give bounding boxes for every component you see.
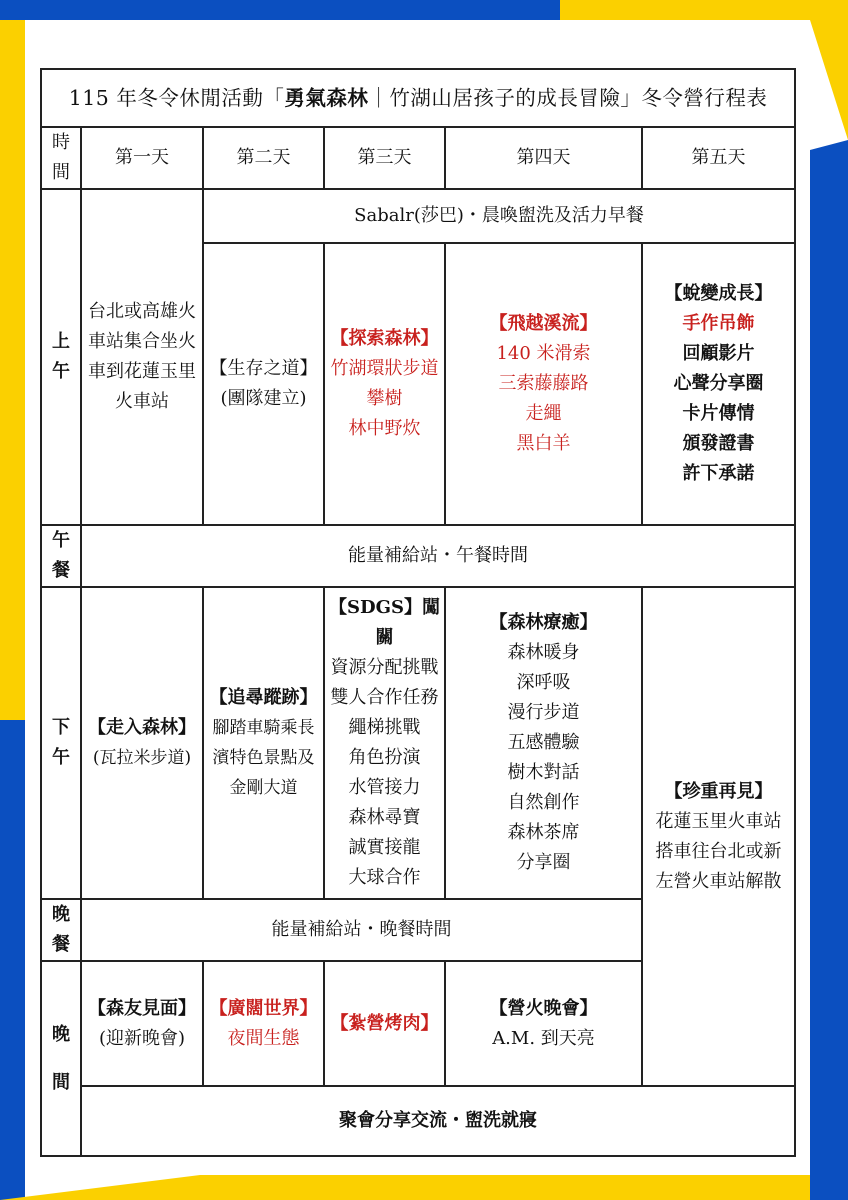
day4-header: 第四天 <box>445 127 642 189</box>
page-title: 115 年冬令休閒活動「勇氣森林｜竹湖山居孩子的成長冒險」冬令營行程表 <box>41 69 795 127</box>
breakfast-row <box>41 189 795 243</box>
afternoon-day1: 【走入森林】 (瓦拉米步道) <box>81 587 203 899</box>
morning-day3: 【探索森林】 竹湖環狀步道 攀樹 林中野炊 <box>324 243 445 525</box>
schedule-table <box>40 68 796 1157</box>
evening-label: 晚 間 <box>41 961 81 1156</box>
dinner-label: 晚 餐 <box>41 899 81 961</box>
morning-day4: 【飛越溪流】 140 米滑索 三索藤藤路 走繩 黑白羊 <box>445 243 642 525</box>
morning-day2: 【生存之道】 (團隊建立) <box>203 243 324 525</box>
day3-header: 第三天 <box>324 127 445 189</box>
header-row <box>41 127 795 189</box>
blue-edge-left <box>0 720 25 1200</box>
title-row <box>41 69 795 127</box>
blue-corner-top-left <box>0 0 560 20</box>
afternoon-label: 下 午 <box>41 587 81 899</box>
morning-day5: 【蛻變成長】 手作吊飾 回顧影片 心聲分享圈 卡片傳情 頒發證書 許下承諾 <box>642 243 795 525</box>
yellow-edge-left <box>0 20 25 720</box>
morning-label: 上 午 <box>41 189 81 525</box>
evening-day2: 【廣闊世界】 夜間生態 <box>203 961 324 1086</box>
lunch-row <box>41 525 795 587</box>
night-row <box>41 1086 795 1156</box>
evening-day4: 【營火晚會】 A.M. 到天亮 <box>445 961 642 1086</box>
afternoon-day4: 【森林療癒】 森林暖身 深呼吸 漫行步道 五感體驗 樹木對話 自然創作 森林茶席 分享圈 <box>445 587 642 899</box>
lunch-label: 午 餐 <box>41 525 81 587</box>
day1-header: 第一天 <box>81 127 203 189</box>
time-header: 時 間 <box>41 127 81 189</box>
yellow-corner-bottom-left <box>0 1175 810 1200</box>
evening-day3: 【紮營烤肉】 <box>324 961 445 1086</box>
afternoon-day3: 【SDGS】闖關 資源分配挑戰 雙人合作任務 繩梯挑戰 角色扮演 水管接力 森林尋寶 誠實接龍 大球合作 <box>324 587 445 899</box>
afternoon-day5: 【珍重再見】 花蓮玉里火車站 搭車往台北或新 左營火車站解散 <box>642 587 795 1086</box>
dinner-cell: 能量補給站・晚餐時間 <box>81 899 642 961</box>
evening-day1: 【森友見面】 (迎新晚會) <box>81 961 203 1086</box>
breakfast-cell: Sabalr(莎巴)・晨喚盥洗及活力早餐 <box>203 189 795 243</box>
day2-header: 第二天 <box>203 127 324 189</box>
morning-day1: 台北或高雄火 車站集合坐火 車到花蓮玉里 火車站 <box>81 189 203 525</box>
afternoon-row <box>41 587 795 899</box>
afternoon-day2: 【追尋蹤跡】 腳踏車騎乘長 濱特色景點及 金剛大道 <box>203 587 324 899</box>
blue-corner-right <box>810 140 848 1200</box>
lunch-cell: 能量補給站・午餐時間 <box>81 525 795 587</box>
night-cell: 聚會分享交流・盥洗就寢 <box>81 1086 795 1156</box>
day5-header: 第五天 <box>642 127 795 189</box>
